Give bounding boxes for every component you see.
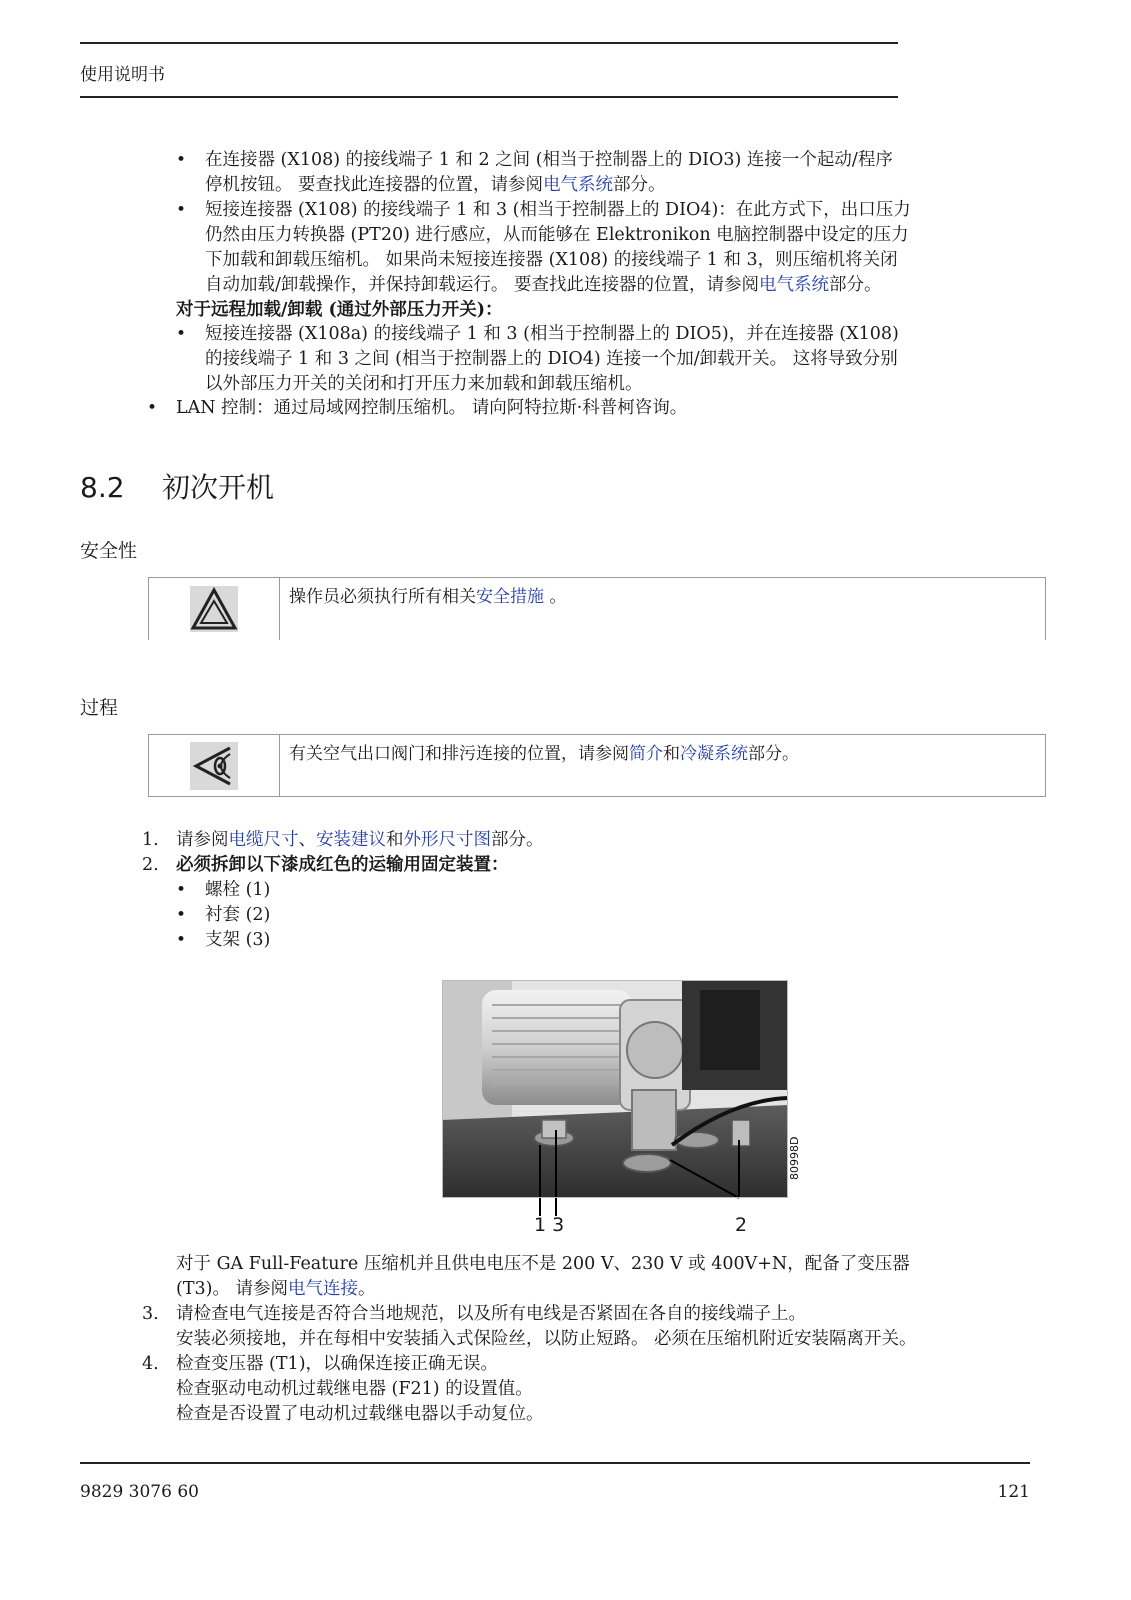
intro-item1-line1: 在连接器 (X108) 的接线端子 1 和 2 之间 (相当于控制器上的 DIO3) 连接一个起动/程序 xyxy=(205,150,893,170)
lan-control-item: LAN 控制：通过局域网控制压缩机。 请向阿特拉斯·科普柯咨询。 xyxy=(176,398,688,418)
intro-item3-line3: 以外部压力开关的关闭和打开压力来加载和卸载压缩机。 xyxy=(205,374,643,394)
safety-box-bottom xyxy=(148,639,1046,640)
step4-line3: 检查是否设置了电动机过载继电器以手动复位。 xyxy=(176,1404,544,1424)
bullet-dot-icon: • xyxy=(176,324,187,344)
step2-text: 必须拆卸以下漆成红色的运输用固定装置： xyxy=(176,855,509,875)
figure-code: 80998D xyxy=(788,1136,801,1180)
bullet-dot-icon: • xyxy=(176,880,187,900)
header-rule-top xyxy=(80,42,898,44)
step1-number: 1. xyxy=(142,830,159,850)
footer-page-number: 121 xyxy=(997,1482,1030,1502)
bullet-dot-icon: • xyxy=(176,930,187,950)
warning-triangle-icon xyxy=(190,586,238,632)
step3-line1: 请检查电气连接是否符合当地规范，以及所有电线是否紧固在各自的接线端子上。 xyxy=(176,1304,806,1324)
bullet-dot-icon: • xyxy=(176,200,187,220)
link-cable-size[interactable]: 电缆尺寸 xyxy=(228,830,299,850)
procedure-heading: 过程 xyxy=(80,697,119,719)
bullet-dot-icon: • xyxy=(176,150,187,170)
figure-border xyxy=(442,980,788,1198)
bullet-dot-icon: • xyxy=(147,398,158,418)
safety-heading: 安全性 xyxy=(80,540,138,562)
sub-item-bracket: 支架 (3) xyxy=(205,930,271,950)
link-dimension-drawings[interactable]: 外形尺寸图 xyxy=(403,830,491,850)
note-text: 有关空气出口阀门和排污连接的位置，请参阅简介和冷凝系统部分。 xyxy=(289,744,799,764)
section-number: 8.2 xyxy=(80,471,125,504)
link-safety-precautions[interactable]: 安全措施 xyxy=(476,587,544,607)
intro-item3-line1: 短接连接器 (X108a) 的接线端子 1 和 3 (相当于控制器上的 DIO5)，并在连接器 (X108) xyxy=(205,324,899,344)
sub-item-bolt: 螺栓 (1) xyxy=(205,880,271,900)
note-icon-cell xyxy=(149,735,280,797)
footer-doc-number: 9829 3076 60 xyxy=(80,1482,199,1502)
callout-bracket: 2 xyxy=(735,1214,748,1236)
note-box-bottom xyxy=(148,796,1046,797)
link-electrical-system[interactable]: 电气系统 xyxy=(543,175,614,195)
link-electrical-system[interactable]: 电气系统 xyxy=(758,275,829,295)
intro-item3-line2: 的接线端子 1 和 3 之间 (相当于控制器上的 DIO4) 连接一个加/卸载开关。 这将导致分别 xyxy=(205,349,898,369)
link-condensate-system[interactable]: 冷凝系统 xyxy=(680,744,748,764)
remote-load-heading: 对于远程加载/卸载 (通过外部压力开关)： xyxy=(176,300,503,320)
step3-number: 3. xyxy=(142,1304,159,1324)
safety-text: 操作员必须执行所有相关安全措施 。 xyxy=(289,587,567,607)
sub-item-bushing: 衬套 (2) xyxy=(205,905,271,925)
section-heading xyxy=(80,466,274,506)
step1-text: 请参阅电缆尺寸、安装建议和外形尺寸图部分。 xyxy=(176,830,544,850)
header-rule-bottom xyxy=(80,96,898,98)
step4-line1: 检查变压器 (T1)，以确保连接正确无误。 xyxy=(176,1354,499,1374)
link-installation-proposal[interactable]: 安装建议 xyxy=(316,830,386,850)
footer-rule xyxy=(80,1462,1030,1464)
link-electrical-connections[interactable]: 电气连接 xyxy=(288,1279,359,1299)
intro-item2-line2: 仍然由压力转换器 (PT20) 进行感应，从而能够在 Elektronikon 电脑控制器中设定的压力 xyxy=(205,225,909,245)
note-box xyxy=(148,734,1046,797)
intro-item2-line4: 自动加载/卸载操作，并保持卸载运行。 要查找此连接器的位置，请参阅电气系统部分。 xyxy=(205,275,882,295)
intro-item2-line1: 短接连接器 (X108) 的接线端子 1 和 3 (相当于控制器上的 DIO4)：在此方式下，出口压力 xyxy=(205,200,911,220)
header-title: 使用说明书 xyxy=(80,65,165,85)
bullet-dot-icon: • xyxy=(176,905,187,925)
section-title: 初次开机 xyxy=(162,471,275,504)
safety-box xyxy=(148,577,1046,640)
step4-number: 4. xyxy=(142,1354,159,1374)
transformer-note-line2: (T3)。 请参阅电气连接。 xyxy=(176,1279,376,1299)
intro-item1-line2: 停机按钮。 要查找此连接器的位置，请参阅电气系统部分。 xyxy=(205,175,666,195)
step4-line2: 检查驱动电动机过载继电器 (F21) 的设置值。 xyxy=(176,1379,533,1399)
step3-line2: 安装必须接地，并在每相中安装插入式保险丝，以防止短路。 必须在压缩机附近安装隔离开关。 xyxy=(176,1329,917,1349)
transformer-note-line1: 对于 GA Full-Feature 压缩机并且供电电压不是 200 V、230 V 或 400V+N，配备了变压器 xyxy=(176,1254,910,1274)
link-introduction[interactable]: 简介 xyxy=(629,744,663,764)
eye-icon xyxy=(190,742,238,790)
callout-bolt-bushing: 1 3 xyxy=(534,1214,565,1236)
safety-icon-cell xyxy=(149,578,280,640)
step2-number: 2. xyxy=(142,855,159,875)
intro-item2-line3: 下加载和卸载压缩机。 如果尚未短接连接器 (X108) 的接线端子 1 和 3，则压缩机将关闭 xyxy=(205,250,898,270)
